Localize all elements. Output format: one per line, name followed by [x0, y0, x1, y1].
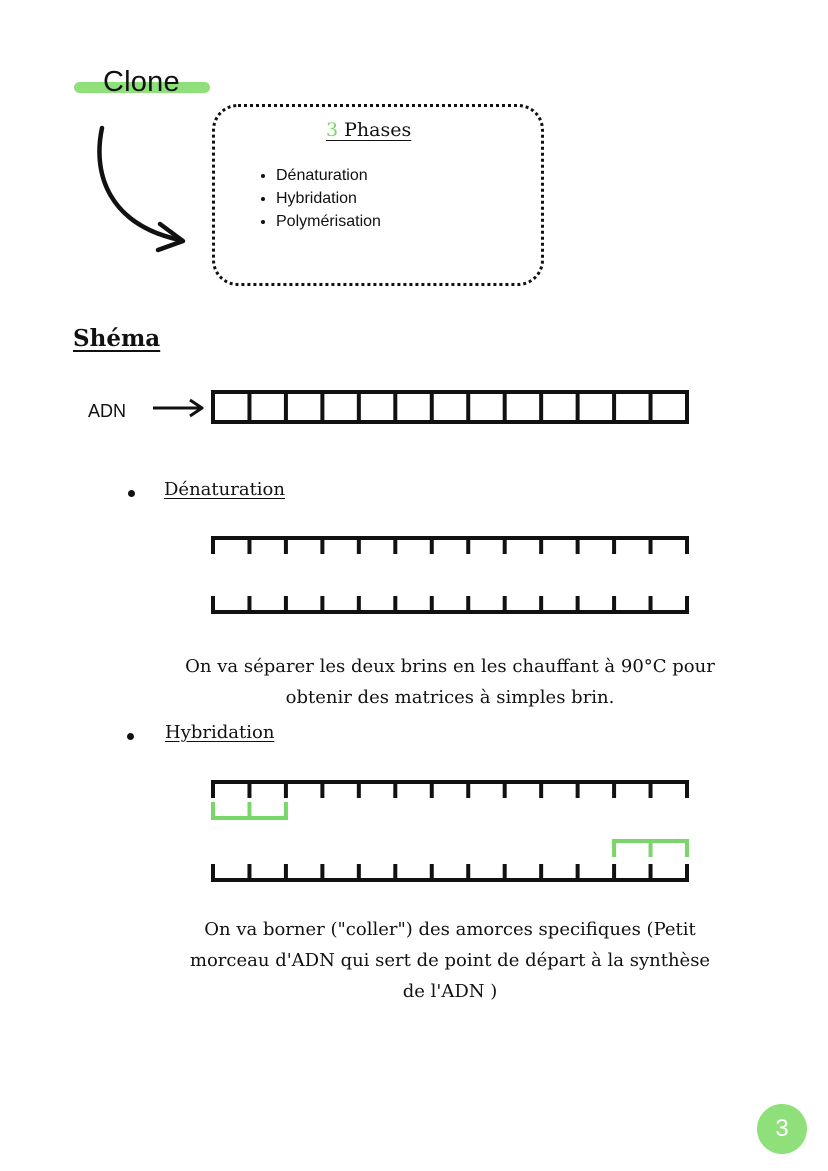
- hybridation-text-line: morceau d'ADN qui sert de point de départ à la synthèse: [189, 950, 711, 971]
- denaturation-description: [150, 651, 750, 713]
- bullet-dot: [128, 490, 135, 497]
- denaturation-text-line: On va séparer les deux brins en les chauffant à 90°C pour: [185, 656, 715, 677]
- hybridation-description: [160, 914, 740, 1007]
- phases-count: 3: [326, 119, 339, 141]
- arrow-right-icon: [150, 396, 206, 420]
- curved-arrow-icon: [90, 120, 200, 260]
- dna-double-strand: [208, 386, 694, 430]
- dna-strand-top: [208, 532, 694, 560]
- dna-strand-top-with-primer: [208, 776, 694, 826]
- phase-item-hybridation: • Hybridation: [276, 187, 381, 210]
- page-number-badge: 3: [757, 1104, 807, 1154]
- phases-heading: [326, 119, 411, 141]
- section-title: Shéma: [73, 325, 161, 352]
- phases-list: [258, 164, 381, 233]
- phase-item-polymerisation: • Polymérisation: [276, 210, 381, 233]
- hybridation-text-line: de l'ADN ): [402, 981, 498, 1002]
- bullet-dot: [127, 733, 134, 740]
- phases-heading-text: Phases: [344, 119, 412, 141]
- dna-strand-bottom: [208, 590, 694, 618]
- dna-strand-bottom-with-primer: [208, 834, 694, 886]
- step-label-hybridation: Hybridation: [165, 722, 275, 743]
- step-label-denaturation: Dénaturation: [164, 479, 285, 500]
- phase-item-denaturation: • Dénaturation: [276, 164, 381, 187]
- page-title: Clone: [103, 66, 180, 98]
- denaturation-text-line: obtenir des matrices à simples brin.: [285, 687, 615, 708]
- hybridation-text-line: On va borner ("coller") des amorces specifiques (Petit: [204, 919, 696, 940]
- adn-label: ADN: [88, 401, 127, 421]
